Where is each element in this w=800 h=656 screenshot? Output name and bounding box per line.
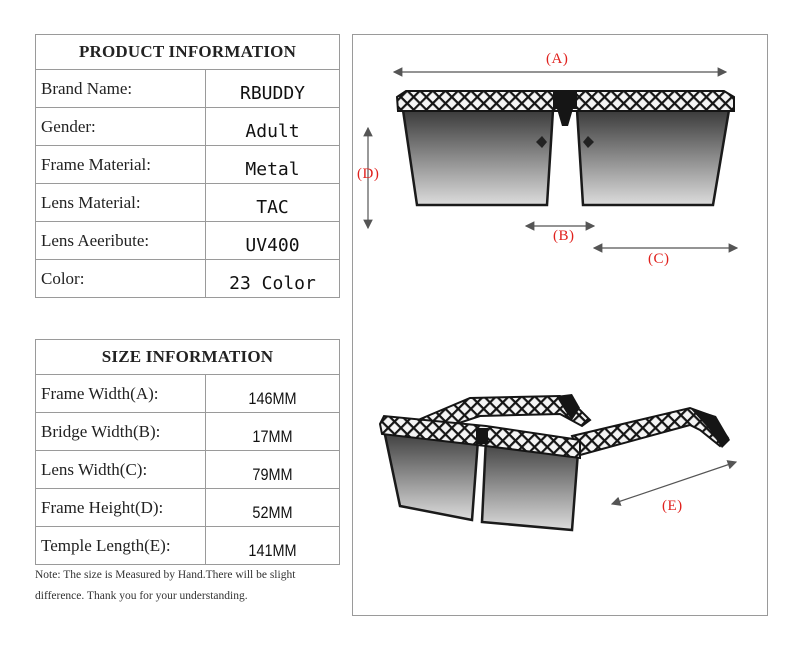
frame-material-label: Frame Material: [36, 146, 206, 183]
color-value: 23 Color [229, 273, 316, 294]
lens-attribute-value: UV400 [245, 235, 300, 256]
note-line-1: Note: The size is Measured by Hand.There will be slight [35, 569, 296, 581]
dimension-b-label: (B) [553, 228, 575, 244]
lens-width-label: Lens Width(C): [36, 451, 206, 488]
frame-width-label: Frame Width(A): [36, 375, 206, 412]
brand-name-label: Brand Name: [36, 70, 206, 107]
frame-height-label: Frame Height(D): [36, 489, 206, 526]
bridge-width-label: Bridge Width(B): [36, 413, 206, 450]
dimension-a-label: (A) [546, 51, 569, 67]
lens-width-value: 79MM [252, 465, 293, 484]
note-line-2: difference. Thank you for your understanding. [35, 590, 248, 602]
temple-length-value: 141MM [248, 541, 297, 560]
dimension-d-label: (D) [357, 166, 380, 182]
front-view-sunglasses [397, 91, 734, 205]
dimension-c-label: (C) [648, 251, 670, 267]
lens-material-label: Lens Material: [36, 184, 206, 221]
frame-height-value: 52MM [252, 503, 293, 522]
temple-length-label: Temple Length(E): [36, 527, 206, 564]
brand-name-value: RBUDDY [239, 83, 306, 104]
gender-label: Gender: [36, 108, 206, 145]
frame-material-value: Metal [245, 159, 300, 180]
frame-width-value: 146MM [248, 389, 297, 408]
dimension-e-label: (E) [662, 498, 683, 514]
product-info-title: PRODUCT INFORMATION [36, 35, 339, 70]
gender-value: Adult [245, 121, 300, 142]
size-info-title: SIZE INFORMATION [36, 340, 339, 375]
color-label: Color: [36, 260, 206, 297]
lens-material-value: TAC [256, 197, 289, 218]
lens-attribute-label: Lens Aeeribute: [36, 222, 206, 259]
bridge-width-value: 17MM [252, 427, 293, 446]
